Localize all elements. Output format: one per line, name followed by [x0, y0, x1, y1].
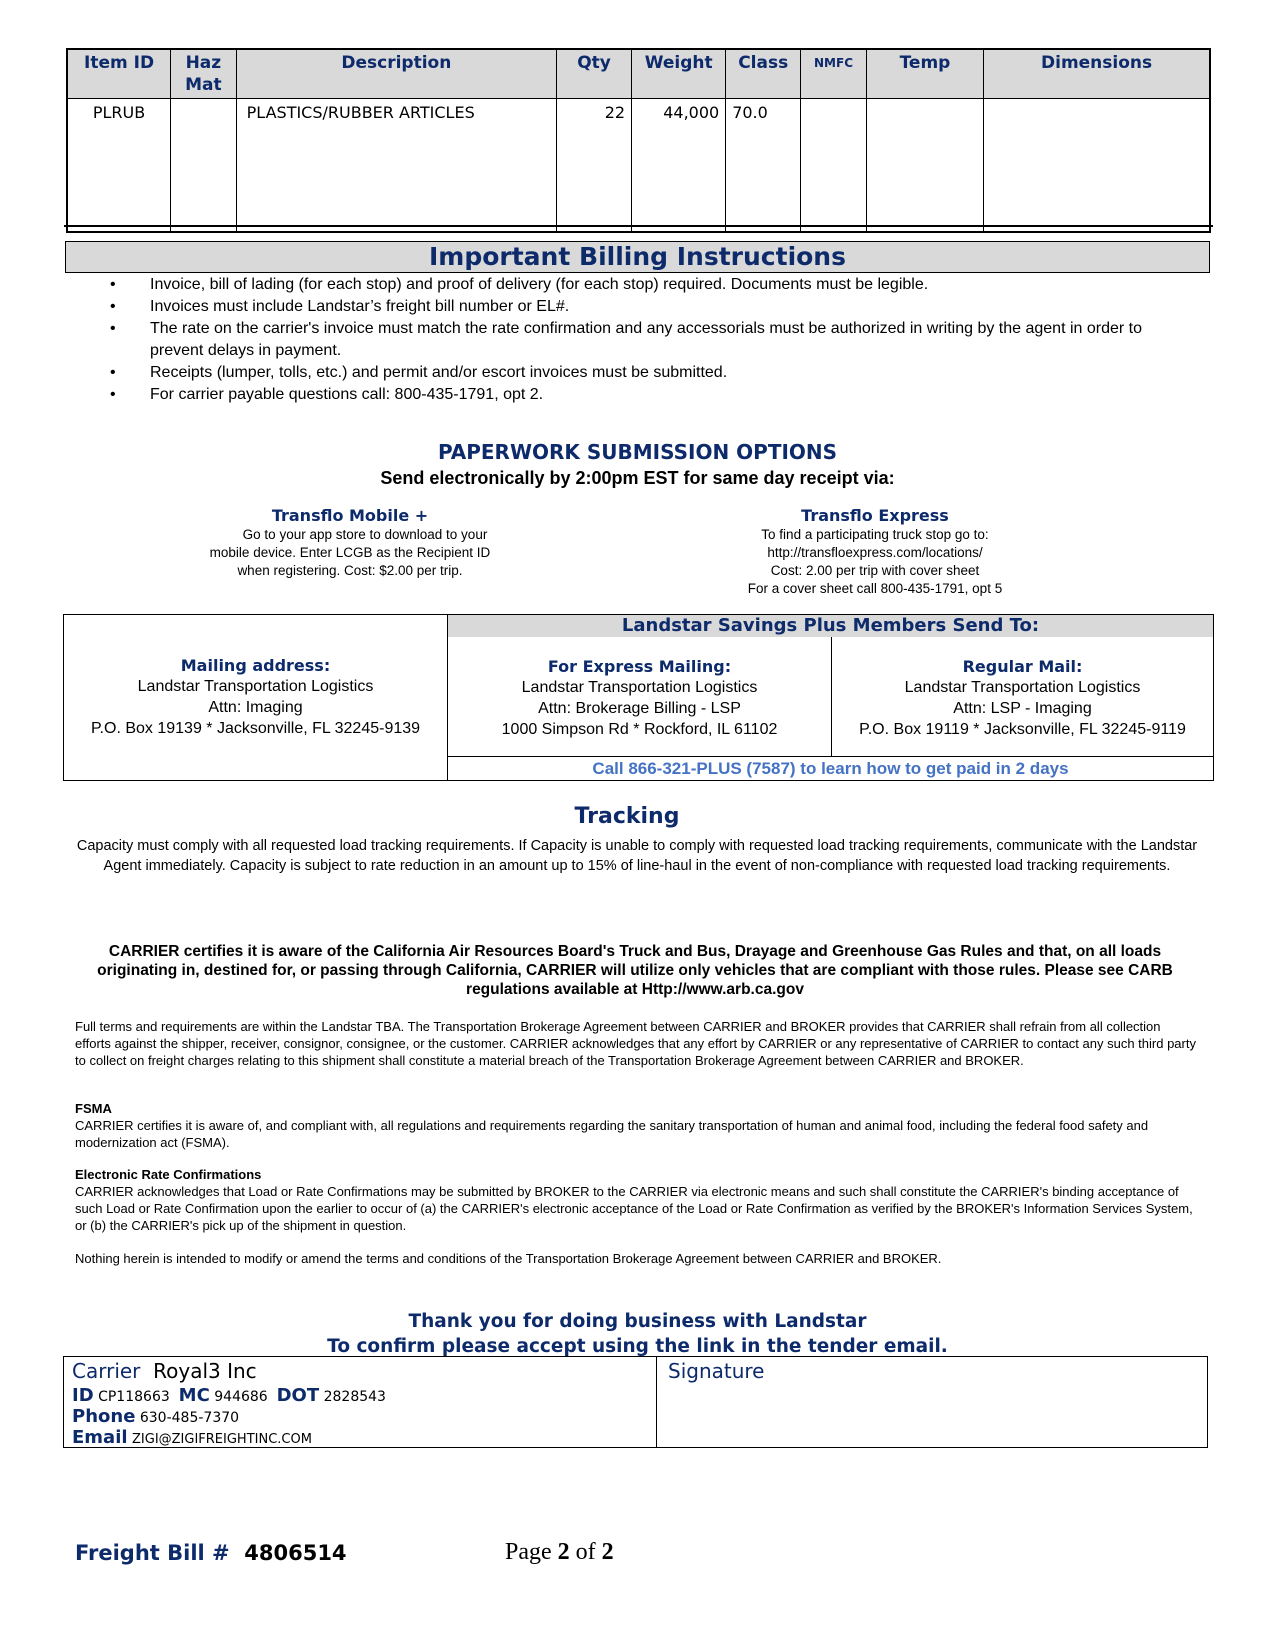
id-label: ID [72, 1385, 94, 1406]
transflo-mobile-line: Go to your app store to download to your [242, 527, 488, 542]
freight-bill [75, 1541, 347, 1565]
express-mailing-line: Attn: Brokerage Billing - LSP [538, 700, 741, 717]
phone-label: Phone [72, 1406, 136, 1427]
email-value: ZIGI@ZIGIFREIGHTINC.COM [132, 1432, 312, 1447]
erc-text: CARRIER acknowledges that Load or Rate Confirmations may be submitted by BROKER to the CARRIER via electronic means and such shall constitute the CARRIER's binding acceptance of such Load or Rate Confirmation upon the earlier to occur of (a) the CARRIER's electronic acceptance of the Load or Rate Confirmation as verified by the BROKER's Information Services System, or (b) the CARRIER's pick up of the shipment in question. [75, 1184, 1193, 1233]
billing-list [110, 274, 1170, 406]
mc-value: 944686 [214, 1389, 268, 1405]
page-word: Page [505, 1539, 552, 1565]
transflo-mobile-line: when registering. Cost: $2.00 per trip. [237, 563, 463, 578]
cell-description: PLASTICS/RUBBER ARTICLES [236, 99, 556, 233]
regular-mail-heading: Regular Mail: [962, 657, 1083, 676]
list-item: • The rate on the carrier's invoice must match the rate confirmation and any accessorials must be authorized in writing by the agent in order to prevent delays in payment. [110, 318, 1170, 362]
express-mailing [448, 637, 832, 757]
dot-value: 2828543 [323, 1389, 386, 1405]
call-plus-line: Call 866-321-PLUS (7587) to learn how to get paid in 2 days [592, 759, 1069, 778]
list-item: • Invoice, bill of lading (for each stop) and proof of delivery (for each stop) required. Documents must be legible. [110, 274, 1170, 296]
billing-title: Important Billing Instructions [65, 241, 1210, 273]
mailing-heading: Mailing address: [180, 656, 331, 675]
confirm-line: To confirm please accept using the link in the tender email. [327, 1336, 948, 1357]
carrier-info [64, 1357, 657, 1447]
fsma-section [75, 1100, 1200, 1151]
transflo-express-line: For a cover sheet call 800-435-1791, opt 5 [747, 581, 1003, 596]
header-class: Class [726, 49, 801, 99]
carb-notice: CARRIER certifies it is aware of the California Air Resources Board's Truck and Bus, Drayage and Greenhouse Gas Rules and that, on all loads originating in, destined for, or passing through California, CARRIER will utilize only vehicles that are compliant with those rules. Please see CARB regulations available at Http://www.arb.ca.gov [97, 943, 1173, 998]
cell-nmfc [801, 99, 867, 233]
header-haz-mat: Haz Mat [171, 49, 237, 99]
savings-plus-header: Landstar Savings Plus Members Send To: [448, 615, 1213, 637]
transflo-express-heading: Transflo Express [801, 506, 949, 525]
freight-bill-label: Freight Bill # [75, 1541, 230, 1565]
list-item: • Receipts (lumper, tolls, etc.) and permit and/or escort invoices must be submitted. [110, 362, 1170, 384]
list-item: • Invoices must include Landstar’s freight bill number or EL#. [110, 296, 1170, 318]
express-mailing-line: Landstar Transportation Logistics [521, 679, 758, 696]
regular-mail-line: Landstar Transportation Logistics [904, 679, 1141, 696]
carrier-name: Royal3 Inc [153, 1359, 257, 1383]
transflo-express [690, 506, 1060, 598]
list-item: • For carrier payable questions call: 800-435-1791, opt 2. [110, 384, 1170, 406]
express-mailing-heading: For Express Mailing: [547, 657, 732, 676]
fsma-heading: FSMA [75, 1101, 112, 1116]
header-weight: Weight [632, 49, 726, 99]
table-divider [64, 225, 1213, 227]
items-table [66, 48, 1211, 233]
cell-item-id: PLRUB [67, 99, 171, 233]
transflo-express-line: Cost: 2.00 per trip with cover sheet [770, 563, 980, 578]
header-item-id: Item ID [67, 49, 171, 99]
header-description: Description [236, 49, 556, 99]
cell-haz-mat [171, 99, 237, 233]
cell-class: 70.0 [726, 99, 801, 233]
page-number [505, 1539, 614, 1566]
dot-label: DOT [276, 1385, 320, 1406]
page-current: 2 [557, 1539, 570, 1565]
transflo-express-line: To find a participating truck stop go to: [761, 527, 989, 542]
transflo-mobile [150, 506, 550, 580]
cell-weight: 44,000 [632, 99, 726, 233]
carrier-label: Carrier [72, 1359, 141, 1383]
regular-mail-line: Attn: LSP - Imaging [953, 700, 1092, 717]
fsma-text: CARRIER certifies it is aware of, and compliant with, all regulations and requirements regarding the sanitary transportation of human and animal food, including the federal food safety and modernization act (FSMA). [75, 1118, 1149, 1150]
thanks-line: Thank you for doing business with Landstar [408, 1311, 867, 1332]
mailing-address [64, 615, 448, 780]
email-label: Email [72, 1427, 128, 1448]
header-temp: Temp [866, 49, 983, 99]
paperwork-title: PAPERWORK SUBMISSION OPTIONS [437, 440, 838, 464]
phone-value: 630-485-7370 [139, 1410, 240, 1426]
regular-mail-line: P.O. Box 19119 * Jacksonville, FL 32245-9119 [859, 721, 1186, 738]
mailing-line: P.O. Box 19139 * Jacksonville, FL 32245-9139 [90, 720, 421, 737]
regular-mail [832, 637, 1213, 757]
transflo-mobile-line: mobile device. Enter LCGB as the Recipient ID [209, 545, 491, 560]
erc-section [75, 1166, 1200, 1234]
mailing-line: Landstar Transportation Logistics [137, 678, 374, 695]
address-box [63, 614, 1214, 781]
express-mailing-line: 1000 Simpson Rd * Rockford, IL 61102 [501, 721, 778, 738]
cell-temp [866, 99, 983, 233]
nothing-herein: Nothing herein is intended to modify or amend the terms and conditions of the Transportation Brokerage Agreement between CARRIER and BROKER. [75, 1251, 942, 1266]
freight-bill-number: 4806514 [244, 1541, 347, 1565]
mailing-line: Attn: Imaging [208, 699, 303, 716]
erc-heading: Electronic Rate Confirmations [75, 1167, 262, 1182]
mc-label: MC [178, 1385, 210, 1406]
cell-dimensions [984, 99, 1210, 233]
carrier-box [63, 1356, 1208, 1448]
transflo-mobile-heading: Transflo Mobile + [271, 506, 429, 525]
header-dimensions: Dimensions [984, 49, 1210, 99]
table-row [67, 99, 1210, 233]
page-total: 2 [601, 1539, 614, 1565]
full-terms: Full terms and requirements are within the Landstar TBA. The Transportation Brokerage Agreement between CARRIER and BROKER provides that CARRIER shall refrain from all collection efforts against the shipper, receiver, consignor, consignee, or the customer. CARRIER acknowledges that any effort by CARRIER or any representative of CARRIER to contact any such third party to collect on freight charges relating to this shipment shall constitute a material breach of the Transportation Brokerage Agreement between CARRIER and BROKER. [75, 1019, 1196, 1068]
id-value: CP118663 [98, 1389, 170, 1405]
header-qty: Qty [557, 49, 632, 99]
cell-qty: 22 [557, 99, 632, 233]
page-of: of [575, 1539, 596, 1565]
transflo-express-link[interactable]: http://transfloexpress.com/locations/ [767, 545, 983, 560]
signature-field[interactable]: Signature [668, 1359, 765, 1383]
paperwork-subtitle: Send electronically by 2:00pm EST for same day receipt via: [380, 468, 895, 488]
tracking-text: Capacity must comply with all requested load tracking requirements. If Capacity is unable to comply with requested load tracking requirements, communicate with the Landstar Agent immediately. Capacity is subject to rate reduction in an amount up to 15% of line-haul in the event of non-compliance with requested load tracking requirements. [76, 838, 1198, 874]
header-nmfc: NMFC [801, 49, 867, 99]
tracking-title: Tracking [574, 804, 680, 829]
